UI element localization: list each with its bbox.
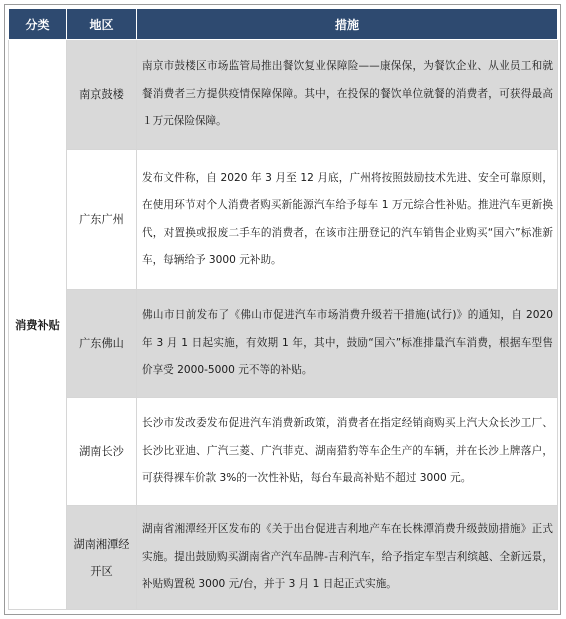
table-row bbox=[9, 506, 558, 610]
measure-cell: 发布文件称，自 2020 年 3 月至 12 月底，广州将按照鼓励技术先进、安全可靠原则，在使用环节对个人消费者购买新能源汽车给予每车 1 万元综合性补贴。推进汽车更新换代，对置换或报废二手车的消费者，在该市注册登记的汽车销售企业购买“国六”标准新车，每辆给予 3000 元补助。 bbox=[137, 150, 558, 290]
header-region: 地区 bbox=[67, 9, 137, 40]
policy-table bbox=[8, 8, 558, 610]
region-cell: 湖南长沙 bbox=[67, 398, 137, 506]
table-row bbox=[9, 290, 558, 398]
region-cell: 湖南湘潭经开区 bbox=[67, 506, 137, 610]
category-cell: 消费补贴 bbox=[9, 40, 67, 610]
region-cell: 广东佛山 bbox=[67, 290, 137, 398]
header-measure: 措施 bbox=[137, 9, 558, 40]
measure-cell: 南京市鼓楼区市场监管局推出餐饮复业保障险——康保保，为餐饮企业、从业员工和就餐消费者三方提供疫情保障保障。其中，在投保的餐饮单位就餐的消费者，可获得最高１万元保险保障。 bbox=[137, 40, 558, 150]
table-row bbox=[9, 40, 558, 150]
measure-cell: 长沙市发改委发布促进汽车消费新政策，消费者在指定经销商购买上汽大众长沙工厂、长沙比亚迪、广汽三菱、广汽菲克、湖南猎豹等车企生产的车辆，并在长沙上牌落户，可获得裸车价款 3%的一次性补贴，每台车最高补贴不超过 3000 元。 bbox=[137, 398, 558, 506]
measure-cell: 湖南省湘潭经开区发布的《关于出台促进吉利地产车在长株潭消费升级鼓励措施》正式实施。提出鼓励购买湖南省产汽车品牌-吉利汽车，给予指定车型吉利缤越、全新远景，补贴购置税 3000 元/台，并于 3 月 1 日起正式实施。 bbox=[137, 506, 558, 610]
table-row bbox=[9, 398, 558, 506]
header-category: 分类 bbox=[9, 9, 67, 40]
measure-cell: 佛山市日前发布了《佛山市促进汽车市场消费升级若干措施(试行)》的通知，自 2020 年 3 月 1 日起实施，有效期 1 年，其中，鼓励“国六”标准排量汽车消费，根据车型售价享受 2000-5000 元不等的补贴。 bbox=[137, 290, 558, 398]
region-cell: 广东广州 bbox=[67, 150, 137, 290]
region-cell: 南京鼓楼 bbox=[67, 40, 137, 150]
table-header-row bbox=[9, 9, 558, 40]
table-row bbox=[9, 150, 558, 290]
